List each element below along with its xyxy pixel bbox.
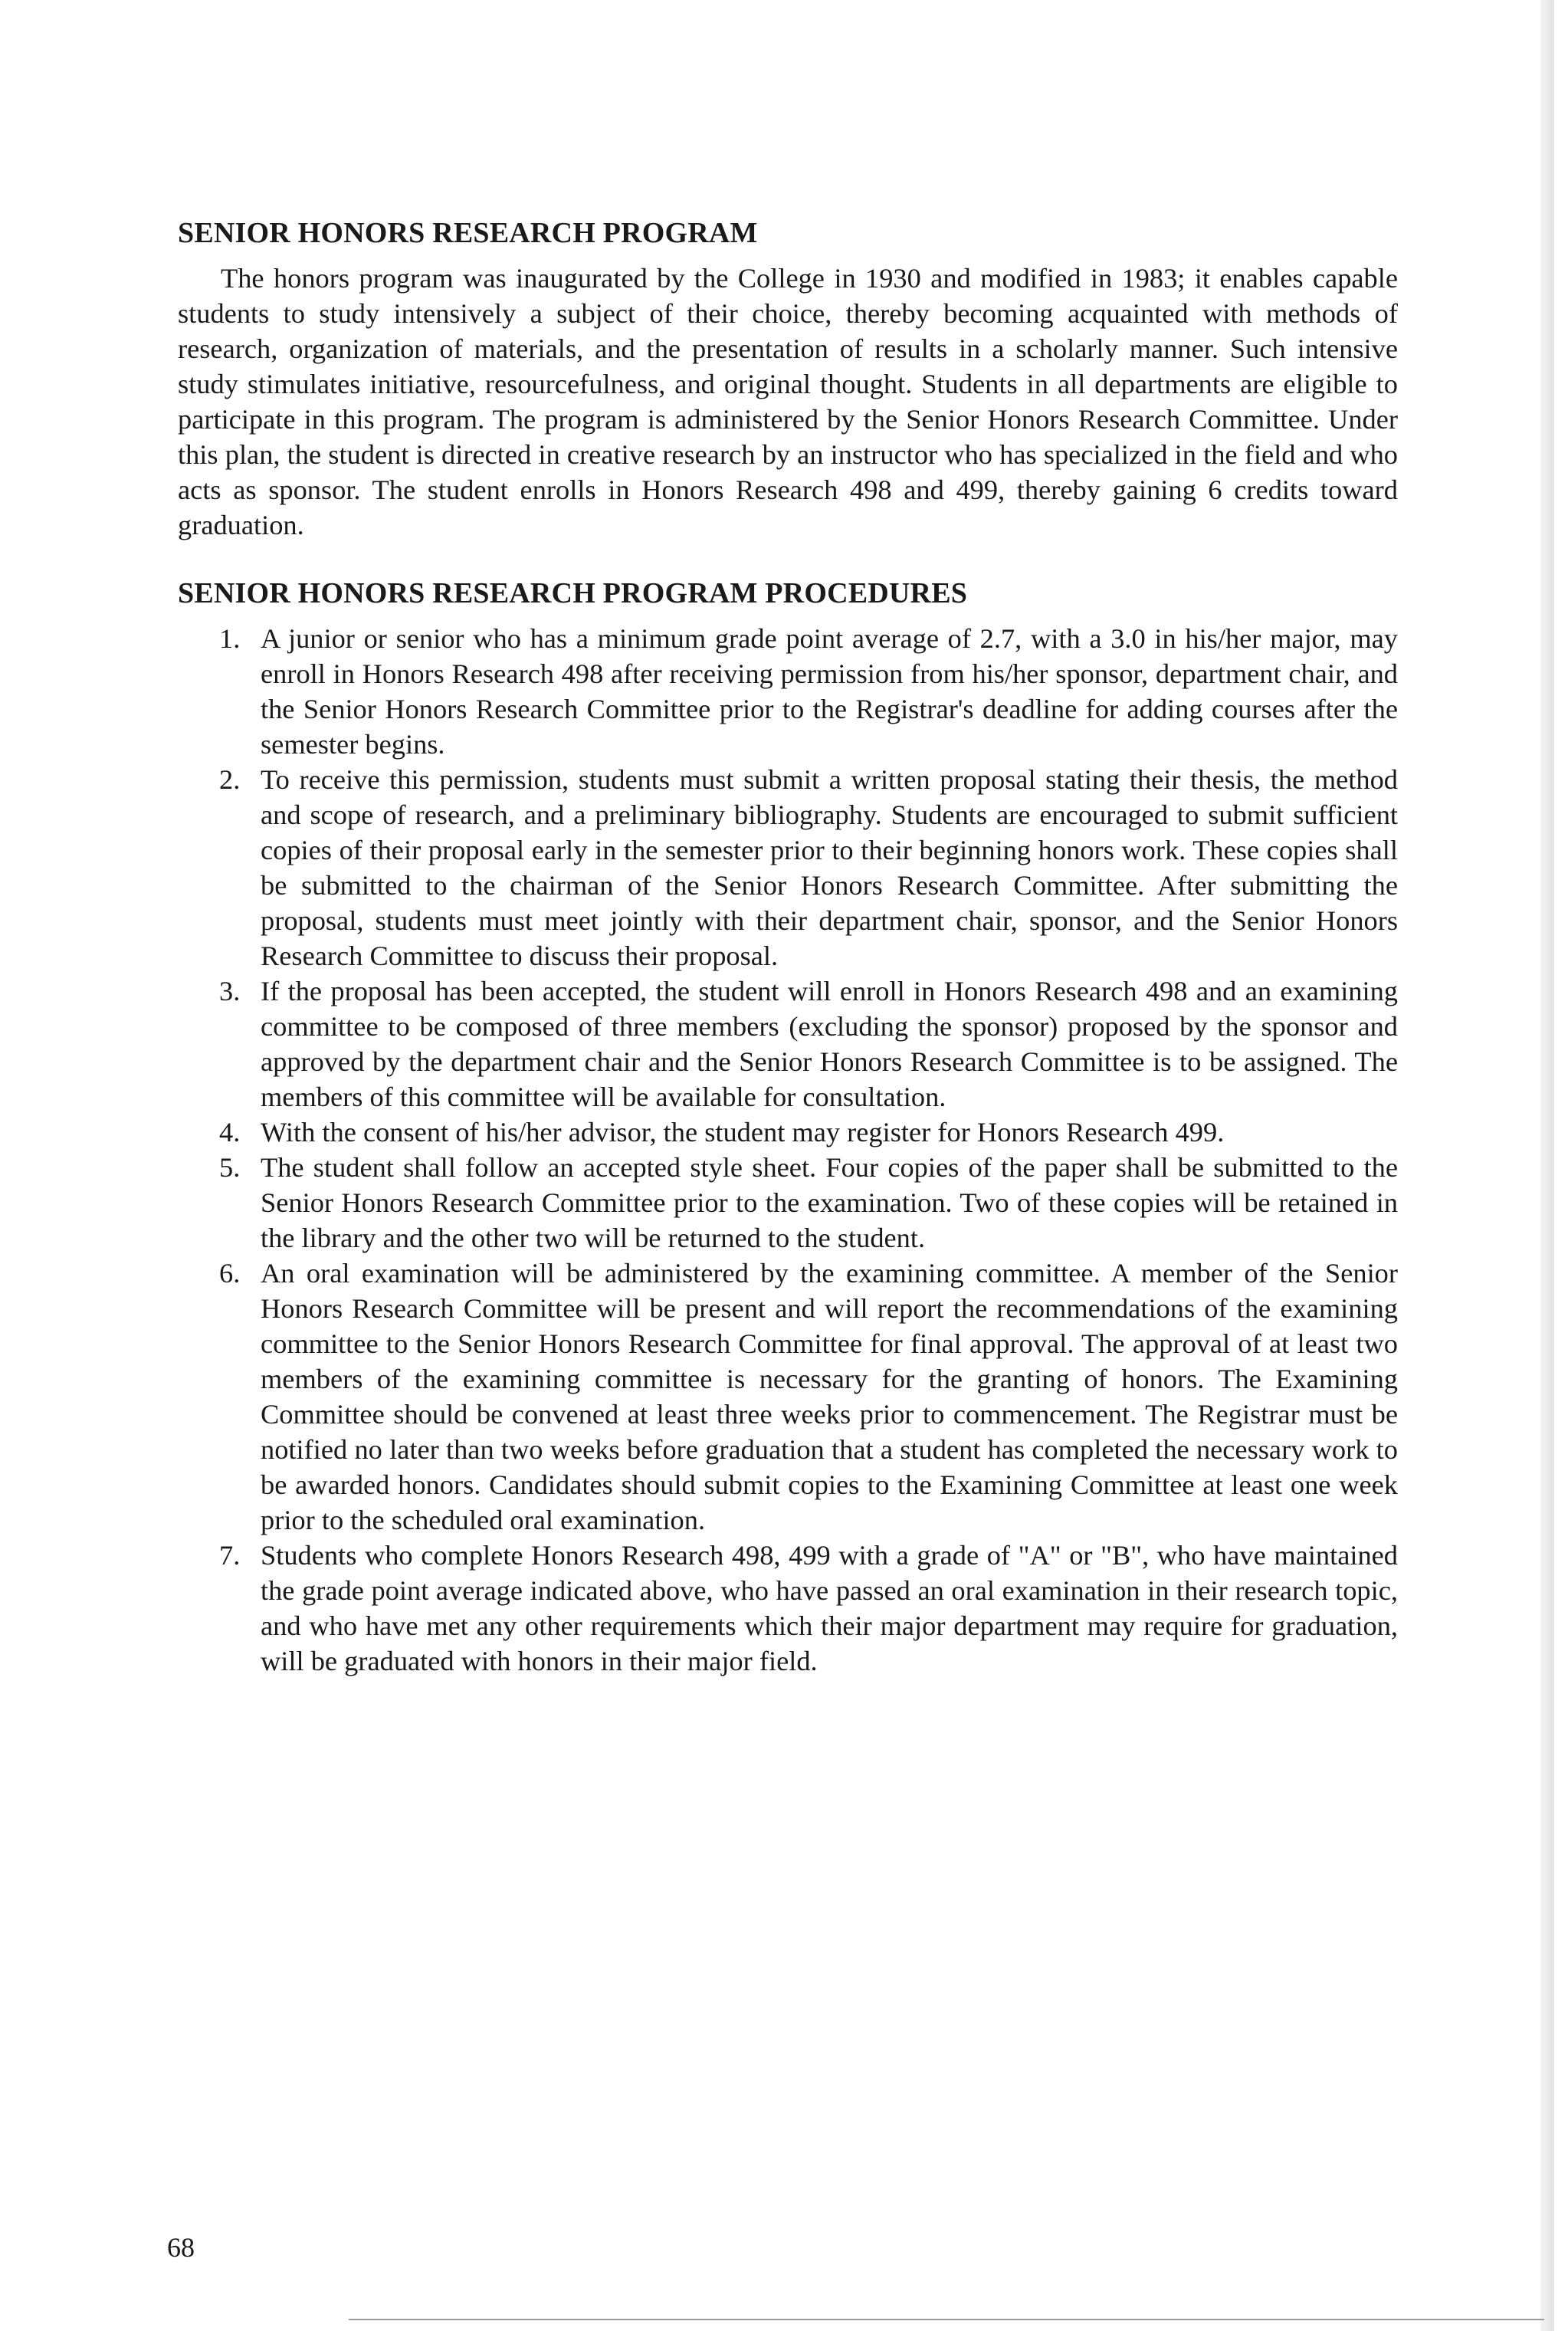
procedure-number: 7. [219, 1540, 241, 1571]
procedure-text: With the consent of his/her advisor, the student may register for Honors Research 499. [261, 1117, 1225, 1147]
procedure-number: 5. [219, 1152, 241, 1183]
procedure-number: 4. [219, 1117, 241, 1147]
procedure-item [178, 1538, 1398, 1679]
bottom-rule [349, 2319, 1544, 2320]
procedures-heading: SENIOR HONORS RESEARCH PROGRAM PROCEDURES [178, 577, 968, 609]
procedure-number: 1. [219, 623, 241, 654]
procedures-list [178, 621, 1398, 1679]
procedure-item [178, 621, 1398, 762]
procedure-number: 6. [219, 1258, 241, 1289]
procedure-text: Students who complete Honors Research 498, 499 with a grade of "A" or "B", who have maintained the grade point average indicated above, who have passed an oral examination in their research topic, and who have met any other requirements which their major department may require for graduation, will be graduated with honors in their major field. [261, 1540, 1398, 1676]
procedure-item [178, 1115, 1398, 1150]
procedure-text: To receive this permission, students must submit a written proposal stating their thesis, the method and scope of research, and a preliminary bibliography. Students are encouraged to submit sufficient copies of their proposal early in the semester prior to their beginning honors work. These copies shall be submitted to the chairman of the Senior Honors Research Committee. After submitting the proposal, students must meet jointly with their department chair, sponsor, and the Senior Honors Research Committee to discuss their proposal. [261, 764, 1398, 971]
program-heading: SENIOR HONORS RESEARCH PROGRAM [178, 217, 758, 249]
procedure-text: An oral examination will be administered by the examining committee. A member of the Senior Honors Research Committee will be present and will report the recommendations of the examining committee to the Senior Honors Research Committee for final approval. The approval of at least two members of the examining committee is necessary for the granting of honors. The Examining Committee should be convened at least three weeks prior to commencement. The Registrar must be notified no later than two weeks before graduation that a student has completed the necessary work to be awarded honors. Candidates should submit copies to the Examining Committee at least one week prior to the scheduled oral examination. [261, 1258, 1398, 1535]
document-body [178, 215, 1398, 1679]
intro-paragraph: The honors program was inaugurated by the College in 1930 and modified in 1983; it enables capable students to study intensively a subject of their choice, thereby becoming acquainted with methods of research, organization of materials, and the presentation of results in a scholarly manner. Such intensive study stimulates initiative, resourcefulness, and original thought. Students in all departments are eligible to participate in this program. The program is administered by the Senior Honors Research Committee. Under this plan, the student is directed in creative research by an instructor who has specialized in the field and who acts as sponsor. The student enrolls in Honors Research 498 and 499, thereby gaining 6 credits toward graduation. [178, 263, 1398, 540]
procedure-item [178, 762, 1398, 973]
procedure-item [178, 973, 1398, 1115]
procedure-number: 3. [219, 976, 241, 1006]
page-number: 68 [167, 2232, 195, 2263]
procedure-text: If the proposal has been accepted, the student will enroll in Honors Research 498 and an examining committee to be composed of three members (excluding the sponsor) proposed by the sponsor and approved by the department chair and the Senior Honors Research Committee is to be assigned. The members of this committee will be available for consultation. [261, 976, 1398, 1112]
procedure-item [178, 1150, 1398, 1256]
procedure-item [178, 1256, 1398, 1538]
page-edge-shadow [1540, 0, 1554, 2331]
procedure-text: The student shall follow an accepted style sheet. Four copies of the paper shall be submitted to the Senior Honors Research Committee prior to the examination. Two of these copies will be retained in the library and the other two will be returned to the student. [261, 1152, 1398, 1253]
procedure-number: 2. [219, 764, 241, 795]
procedure-text: A junior or senior who has a minimum grade point average of 2.7, with a 3.0 in his/her major, may enroll in Honors Research 498 after receiving permission from his/her sponsor, department chair, and the Senior Honors Research Committee prior to the Registrar's deadline for adding courses after the semester begins. [261, 623, 1398, 760]
